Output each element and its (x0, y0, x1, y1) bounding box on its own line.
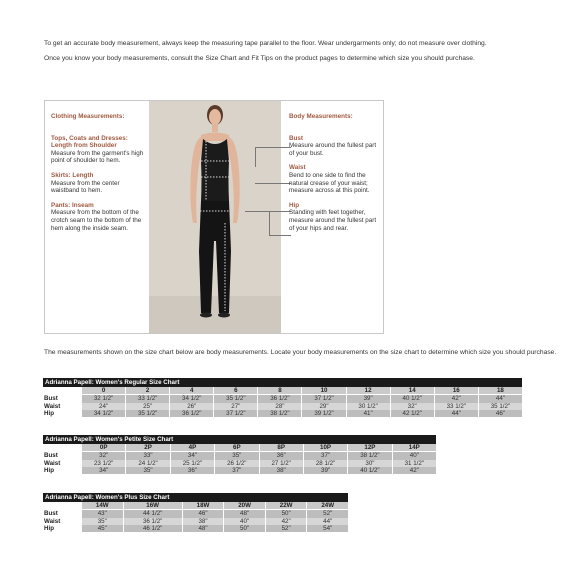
body-item-hip (289, 202, 381, 232)
table-cell: 27 1/2" (259, 460, 303, 467)
intro-paragraph-1: To get an accurate body measurement, always keep the measuring tape parallel to the floor. Wear undergarments only; do not measure over clothing. (44, 40, 487, 47)
hip-guide-line (245, 211, 291, 212)
hip-guide-line-end (269, 235, 291, 236)
table-cell: 42 1/2" (390, 410, 434, 417)
size-header: 8 (258, 387, 302, 395)
table-cell: 42" (265, 518, 307, 525)
table-cell: 24" (82, 403, 126, 410)
row-label: Bust (43, 395, 82, 403)
body-item-title: Waist (289, 164, 306, 172)
table-cell: 45" (82, 525, 124, 532)
table-header-row (43, 502, 349, 510)
table-cell: 48" (224, 510, 266, 518)
table-cell: 25" (126, 403, 170, 410)
table-row (43, 403, 523, 410)
size-header: 6P (215, 444, 259, 452)
body-item-title: Bust (289, 134, 303, 142)
hip-guide-line-vertical (269, 211, 270, 235)
size-header: 16W (123, 502, 182, 510)
table-cell: 50" (224, 525, 266, 532)
table-row (43, 452, 437, 460)
size-header: 10 (302, 387, 346, 395)
row-label: Bust (43, 452, 82, 460)
table-cell: 40" (392, 452, 436, 460)
table-cell: 44" (478, 395, 522, 403)
clothing-item-text: Measure from the garment's high point of shoulder to hem. (51, 149, 144, 165)
size-header: 6 (214, 387, 258, 395)
table-header-row (43, 387, 523, 395)
row-label: Hip (43, 410, 82, 417)
table-cell: 38" (182, 518, 224, 525)
table-cell: 46" (478, 410, 522, 417)
table-cell: 36" (259, 452, 303, 460)
size-header: 2P (126, 444, 170, 452)
table-cell: 31 1/2" (392, 460, 436, 467)
clothing-item-text: Measure from the center waistband to hem. (51, 179, 120, 195)
table-cell: 37 1/2" (214, 410, 258, 417)
table-cell: 24 1/2" (126, 460, 170, 467)
table-cell: 36" (170, 467, 214, 474)
size-header: 2 (126, 387, 170, 395)
table-cell: 42" (434, 395, 478, 403)
size-header: 4 (170, 387, 214, 395)
clothing-item-text: Measure from the bottom of the crotch seam to the bottom of the hem along the inside seam. (51, 209, 142, 232)
size-header: 14 (390, 387, 434, 395)
table-cell: 36 1/2" (258, 395, 302, 403)
table-row (43, 395, 523, 403)
table-cell: 35 1/2" (478, 403, 522, 410)
table-cell: 37 1/2" (302, 395, 346, 403)
table-cell: 34" (82, 467, 126, 474)
row-label: Bust (43, 510, 82, 518)
table-cell: 30" (348, 460, 392, 467)
table-cell: 52" (307, 510, 349, 518)
table-cell: 36 1/2" (123, 518, 182, 525)
table-title: Adrianna Papell: Women's Plus Size Chart (43, 493, 349, 502)
table-cell: 27" (214, 403, 258, 410)
table-title: Adrianna Papell: Women's Petite Size Chart (43, 435, 437, 444)
row-label: Waist (43, 403, 82, 410)
table-cell: 26" (170, 403, 214, 410)
table-cell: 36 1/2" (170, 410, 214, 417)
table-cell: 35" (126, 467, 170, 474)
table-cell: 29" (302, 403, 346, 410)
table-row (43, 467, 437, 474)
table-cell: 39 1/2" (302, 410, 346, 417)
regular-size-table (43, 378, 523, 417)
size-header: 8P (259, 444, 303, 452)
waist-guide-line (255, 183, 291, 184)
size-header: 24W (307, 502, 349, 510)
size-header: 20W (224, 502, 266, 510)
row-label: Waist (43, 460, 82, 467)
row-label: Waist (43, 518, 82, 525)
size-header: 18 (478, 387, 522, 395)
table-cell: 46" (182, 510, 224, 518)
table-cell: 28" (258, 403, 302, 410)
table-cell: 46 1/2" (123, 525, 182, 532)
body-measurements-title: Body Measurements: (289, 113, 353, 120)
table-cell: 38 1/2" (258, 410, 302, 417)
table-cell: 35 1/2" (126, 410, 170, 417)
table-cell: 35 1/2" (214, 395, 258, 403)
table-row (43, 410, 523, 417)
clothing-item-tops (51, 135, 147, 165)
table-cell: 34" (170, 452, 214, 460)
table-row (43, 510, 349, 518)
table-cell: 43" (82, 510, 124, 518)
size-header: 18W (182, 502, 224, 510)
table-cell: 34 1/2" (82, 410, 126, 417)
intro-paragraph-2: Once you know your body measurements, consult the Size Chart and Fit Tips on the product pages to determine which size you should purchase. (44, 55, 475, 62)
body-item-title: Hip (289, 201, 300, 209)
table-cell: 44 1/2" (123, 510, 182, 518)
measurement-figure (44, 100, 384, 334)
clothing-item-pants (51, 202, 147, 232)
table-cell: 54" (307, 525, 349, 532)
table-cell: 33 1/2" (434, 403, 478, 410)
table-cell: 40" (224, 518, 266, 525)
size-header: 10P (303, 444, 347, 452)
table-cell: 35" (82, 518, 124, 525)
bust-guide-line-vertical (255, 147, 256, 167)
table-cell: 33" (126, 452, 170, 460)
clothing-item-title: Pants: Inseam (51, 201, 94, 209)
body-measurements (289, 113, 381, 239)
clothing-measurements (51, 113, 147, 239)
bust-guide-line (255, 147, 291, 148)
row-label: Hip (43, 525, 82, 532)
size-header: 0 (82, 387, 126, 395)
table-cell: 38" (259, 467, 303, 474)
table-header-row (43, 444, 437, 452)
table-cell: 50" (265, 510, 307, 518)
model-photo (149, 101, 281, 333)
table-cell: 44" (434, 410, 478, 417)
body-item-bust (289, 135, 381, 158)
size-header: 22W (265, 502, 307, 510)
size-header: 0P (82, 444, 126, 452)
size-header: 14P (392, 444, 436, 452)
body-item-text: Standing with feet together, measure around the fullest part of your hips and rear. (289, 209, 377, 232)
petite-size-table (43, 435, 437, 474)
table-title: Adrianna Papell: Women's Regular Size Chart (43, 378, 523, 387)
table-row (43, 525, 349, 532)
table-cell: 52" (265, 525, 307, 532)
body-item-text: Bend to one side to find the natural crease of your waist; measure across at this point. (289, 171, 370, 195)
table-cell: 26 1/2" (215, 460, 259, 467)
size-header: 12P (348, 444, 392, 452)
intro-text (44, 39, 544, 69)
clothing-item-title: Tops, Coats and Dresses: Length from Shoulder (51, 134, 128, 150)
clothing-item-title: Skirts: Length (51, 171, 94, 179)
plus-size-table (43, 493, 349, 532)
table-cell: 40 1/2" (348, 467, 392, 474)
table-cell: 42" (392, 467, 436, 474)
table-cell: 23 1/2" (82, 460, 126, 467)
table-cell: 34 1/2" (170, 395, 214, 403)
table-cell: 37" (215, 467, 259, 474)
table-cell: 28 1/2" (303, 460, 347, 467)
table-cell: 44" (307, 518, 349, 525)
table-cell: 39" (346, 395, 390, 403)
table-cell: 32 1/2" (82, 395, 126, 403)
model-figure (149, 101, 281, 333)
table-cell: 48" (182, 525, 224, 532)
table-cell: 39" (303, 467, 347, 474)
size-header: 12 (346, 387, 390, 395)
size-chart-note: The measurements shown on the size chart below are body measurements. Locate your body measurements on the size chart to determine which size you should purchase. (44, 349, 557, 356)
table-cell: 25 1/2" (170, 460, 214, 467)
body-item-waist (289, 164, 381, 194)
size-header: 4P (170, 444, 214, 452)
table-cell: 41" (346, 410, 390, 417)
table-cell: 33 1/2" (126, 395, 170, 403)
table-cell: 32" (82, 452, 126, 460)
table-cell: 32" (390, 403, 434, 410)
size-header: 14W (82, 502, 124, 510)
row-label: Hip (43, 467, 82, 474)
table-cell: 35" (215, 452, 259, 460)
table-cell: 30 1/2" (346, 403, 390, 410)
size-header: 16 (434, 387, 478, 395)
table-cell: 40 1/2" (390, 395, 434, 403)
clothing-measurements-title: Clothing Measurements: (51, 113, 125, 120)
body-item-text: Measure around the fullest part of your bust. (289, 142, 377, 157)
table-row (43, 460, 437, 467)
table-cell: 38 1/2" (348, 452, 392, 460)
table-cell: 37" (303, 452, 347, 460)
table-row (43, 518, 349, 525)
clothing-item-skirts (51, 172, 147, 195)
